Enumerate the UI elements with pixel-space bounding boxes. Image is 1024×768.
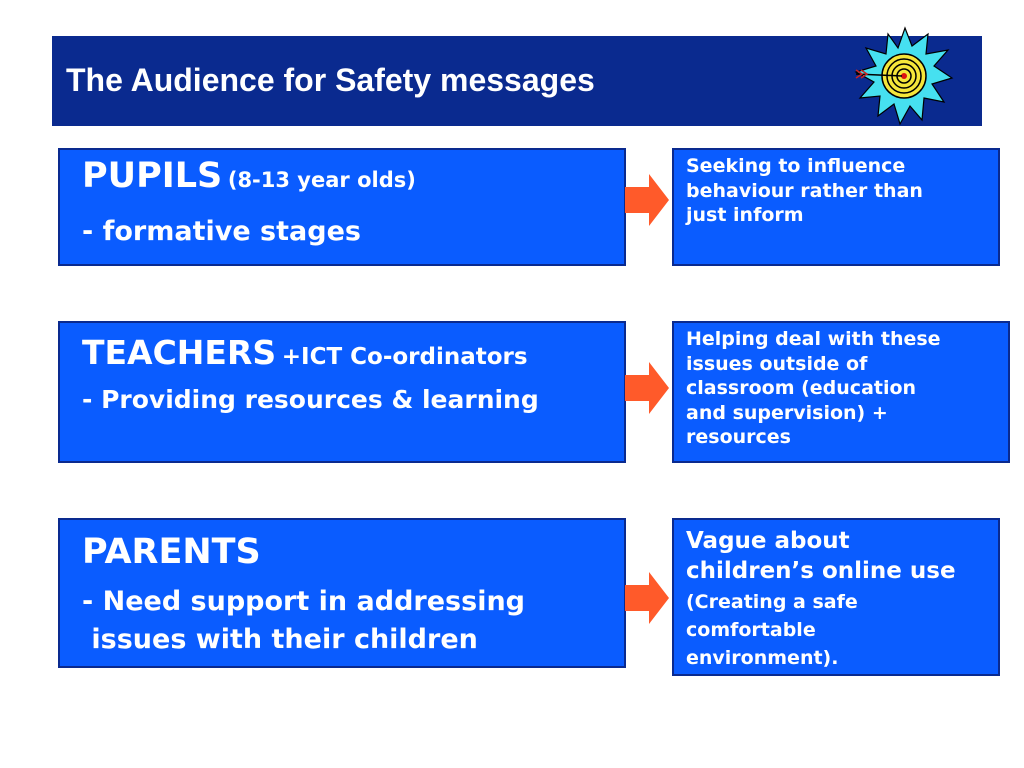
teachers-description: - Providing resources & learning: [82, 385, 539, 414]
parents-note-subline: comfortable: [686, 619, 816, 641]
parents-note-subline: environment).: [686, 647, 839, 669]
parents-note-line: Vague about: [686, 528, 850, 554]
pupils-note-line: behaviour rather than: [686, 179, 923, 202]
teachers-note-line: and supervision) +: [686, 401, 888, 424]
right-arrow-icon: [625, 572, 669, 624]
teachers-note-box: [672, 321, 1010, 463]
target-with-arrow-icon: [850, 26, 955, 126]
teachers-heading: TEACHERS: [82, 333, 277, 372]
teachers-note-line: classroom (education: [686, 377, 917, 399]
right-arrow-icon: [625, 362, 669, 414]
pupils-description: - formative stages: [82, 216, 361, 247]
parents-note-box: [672, 518, 1000, 676]
pupils-note-line: just inform: [686, 204, 804, 226]
teachers-box: [58, 321, 626, 463]
pupils-note-line: Seeking to influence: [686, 155, 906, 177]
parents-note-subline: (Creating a safe: [686, 591, 858, 613]
teachers-note-line: issues outside of: [686, 352, 868, 375]
right-arrow-icon: [625, 174, 669, 226]
parents-note-line: children’s online use: [686, 558, 956, 584]
teachers-note-line: resources: [686, 426, 791, 448]
pupils-box: [58, 148, 626, 266]
slide-title: The Audience for Safety messages: [66, 62, 595, 98]
teachers-subheading: +ICT Co-ordinators: [281, 344, 528, 370]
parents-description-line: - Need support in addressing: [82, 586, 525, 617]
parents-description-line: issues with their children: [82, 624, 478, 655]
teachers-note-line: Helping deal with these: [686, 328, 941, 350]
pupils-heading: PUPILS: [82, 156, 223, 196]
pupils-age-range: (8-13 year olds): [227, 168, 416, 192]
parents-box: [58, 518, 626, 668]
pupils-note-box: [672, 148, 1000, 266]
parents-heading: PARENTS: [82, 532, 261, 572]
